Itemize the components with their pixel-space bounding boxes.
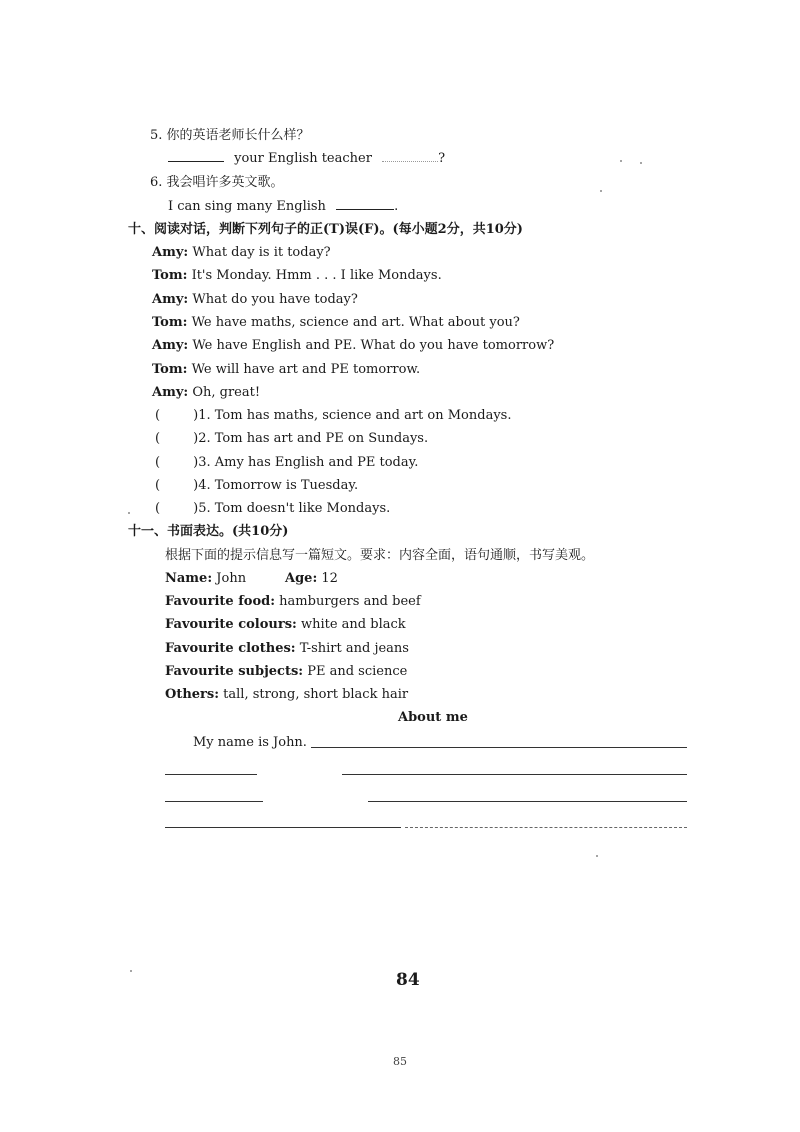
dialogue-line: Amy: What do you have today? <box>152 292 358 307</box>
tf-item: ( )2. Tom has art and PE on Sundays. <box>155 431 429 446</box>
q6-answer-line <box>168 199 398 215</box>
info-field: Favourite subjects: PE and science <box>165 664 408 679</box>
tf-answer-paren[interactable]: ( )3. <box>155 455 211 470</box>
q5-answer-line <box>168 151 445 167</box>
q5-blank[interactable] <box>168 160 224 162</box>
tf-item: ( )1. Tom has maths, science and art on Mondays. <box>155 408 512 423</box>
q6-prompt: 6. 我会唱许多英文歌。 <box>150 175 284 190</box>
info-field: Favourite food: hamburgers and beef <box>165 594 421 609</box>
scan-speck <box>620 160 622 162</box>
dialogue-line: Tom: We have maths, science and art. What about you? <box>152 315 520 330</box>
q5-prompt: 5. 你的英语老师长什么样？ <box>150 128 310 143</box>
writing-line[interactable] <box>342 774 687 775</box>
writing-line[interactable] <box>165 801 263 802</box>
writing-line[interactable] <box>165 774 257 775</box>
section11-instruction: 根据下面的提示信息写一篇短文。要求：内容全面，语句通顺，书写美观。 <box>165 548 595 563</box>
essay-start: My name is John. <box>193 735 307 750</box>
scan-speck <box>640 162 642 164</box>
scan-speck <box>600 190 602 192</box>
tf-item: ( )5. Tom doesn't like Mondays. <box>155 501 391 516</box>
tf-answer-paren[interactable]: ( )4. <box>155 478 211 493</box>
dialogue-line: Tom: We will have art and PE tomorrow. <box>152 362 421 377</box>
q5-answer-text: your English teacher <box>234 151 372 166</box>
section11-heading: 十一、书面表达。(共10分) <box>128 524 289 539</box>
writing-line[interactable] <box>405 827 687 828</box>
page-number: 84 <box>396 970 420 990</box>
scan-speck <box>128 512 130 514</box>
writing-line[interactable] <box>311 747 687 748</box>
dialogue-line: Amy: Oh, great! <box>152 385 261 400</box>
q6-blank[interactable] <box>336 208 394 210</box>
tf-answer-paren[interactable]: ( )1. <box>155 408 211 423</box>
info-field: Favourite clothes: T-shirt and jeans <box>165 641 409 656</box>
scan-speck <box>130 970 132 972</box>
info-field: Others: tall, strong, short black hair <box>165 687 409 702</box>
section10-heading: 十、阅读对话，判断下列句子的正(T)误(F)。(每小题2分，共10分) <box>128 222 523 237</box>
dialogue-line: Tom: It's Monday. Hmm . . . I like Mondays. <box>152 268 442 283</box>
dialogue-line: Amy: We have English and PE. What do you have tomorrow? <box>152 338 555 353</box>
writing-line[interactable] <box>165 827 401 828</box>
q6-answer-text: I can sing many English <box>168 199 326 214</box>
q6-period: . <box>394 199 399 214</box>
age-field: Age: 12 <box>285 571 338 586</box>
info-field: Favourite colours: white and black <box>165 617 406 632</box>
tf-answer-paren[interactable]: ( )2. <box>155 431 211 446</box>
writing-line[interactable] <box>368 801 687 802</box>
essay-title: About me <box>398 710 468 725</box>
tf-item: ( )4. Tomorrow is Tuesday. <box>155 478 359 493</box>
dialogue-line: Amy: What day is it today? <box>152 245 331 260</box>
name-field: Name: John <box>165 571 247 586</box>
q5-faint-blank <box>382 161 438 162</box>
tf-item: ( )3. Amy has English and PE today. <box>155 455 419 470</box>
tf-answer-paren[interactable]: ( )5. <box>155 501 211 516</box>
footer-page-number: 85 <box>393 1055 407 1068</box>
scan-speck <box>596 855 598 857</box>
q5-question-mark: ? <box>438 151 446 166</box>
